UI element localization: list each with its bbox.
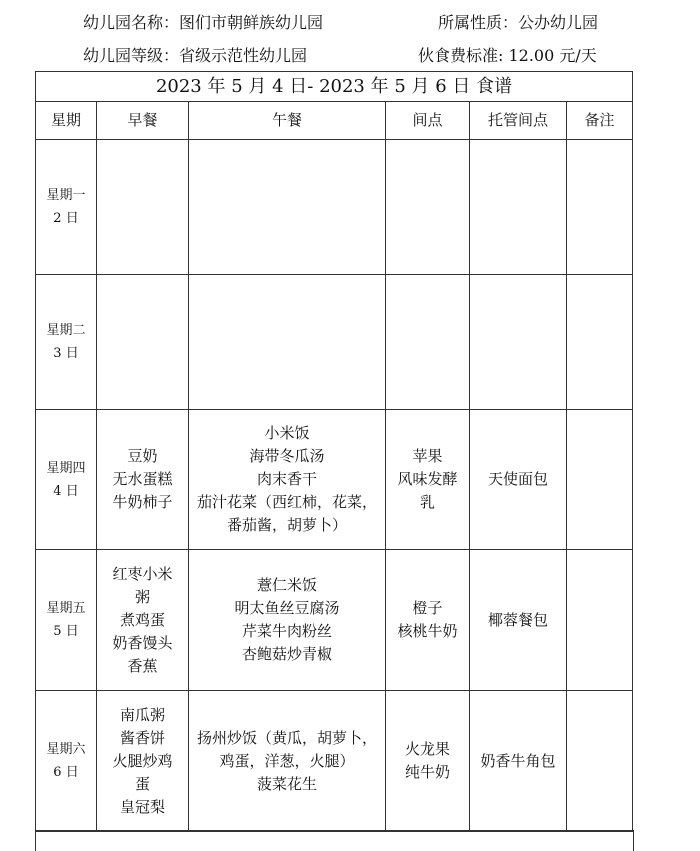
menu-item: 香蕉 [127, 656, 158, 675]
day-cell [36, 140, 97, 275]
lunch-cell [189, 275, 386, 410]
menu-item: 扬州炒饭（黄瓜，胡萝卜， [196, 728, 377, 747]
menu-item: 番茄酱，胡萝卜） [226, 516, 347, 534]
lunch-cell [189, 550, 386, 691]
menu-item: 杏鲍菇炒青椒 [241, 645, 332, 663]
day-cell [36, 275, 97, 410]
snack-cell [386, 691, 470, 832]
menu-item: 菠菜花生 [256, 774, 317, 793]
col-lunch-header: 午餐 [189, 102, 386, 140]
table-row [36, 140, 633, 275]
date-label: 2 日 [53, 211, 79, 226]
menu-item: 茄汁花菜（西红柿，花菜， [196, 493, 377, 511]
table-row [36, 410, 633, 550]
day-cell [36, 410, 97, 550]
breakfast-cell [97, 410, 189, 550]
table-row [36, 550, 633, 691]
menu-item: 皇冠梨 [119, 797, 165, 816]
table-row [36, 275, 633, 410]
menu-item: 煮鸡蛋 [119, 610, 165, 629]
day-cell [36, 691, 97, 832]
col-weekday-header: 星期 [36, 102, 97, 140]
lunch-cell [189, 410, 386, 550]
school-level: 幼儿园等级：省级示范性幼儿园 [83, 46, 308, 65]
care-snack-cell [470, 140, 567, 275]
date-label: 3 日 [53, 346, 79, 361]
menu-item: 肉末香干 [256, 470, 317, 488]
col-snack-header: 间点 [386, 102, 470, 140]
menu-item: 纯牛奶 [404, 763, 450, 781]
menu-item: 红枣小米 [112, 564, 173, 583]
breakfast-cell [97, 140, 189, 275]
breakfast-cell [97, 275, 189, 410]
fee-standard: 伙食费标准: 12.00 元/天 [418, 46, 597, 65]
remark-cell [567, 140, 633, 275]
menu-title: 2023 年 5 月 4 日- 2023 年 5 月 6 日 食谱 [36, 72, 633, 102]
menu-item: 天使面包 [487, 470, 548, 488]
remark-cell [567, 410, 633, 550]
menu-item: 火腿炒鸡 [112, 751, 173, 770]
care-snack-cell [470, 275, 567, 410]
school-name: 幼儿园名称：图们市朝鲜族幼儿园 [83, 13, 324, 32]
breakfast-cell [97, 691, 189, 832]
menu-item: 椰蓉餐包 [487, 610, 548, 629]
date-label: 5 日 [53, 624, 79, 639]
snack-cell [386, 275, 470, 410]
menu-item: 核桃牛奶 [397, 622, 458, 640]
menu-item: 火龙果 [404, 740, 450, 758]
weekday-label: 星期四 [46, 460, 86, 476]
col-care-snack-header: 托管间点 [470, 102, 567, 140]
menu-item: 海带冬瓜汤 [249, 447, 325, 465]
menu-item: 豆奶 [127, 447, 158, 465]
menu-item: 酱香饼 [119, 728, 165, 747]
menu-item: 橙子 [412, 599, 443, 617]
menu-table [35, 71, 633, 832]
menu-item: 鸡蛋，洋葱，火腿） [219, 751, 355, 770]
breakfast-cell [97, 550, 189, 691]
care-snack-cell [470, 691, 567, 832]
date-label: 4 日 [53, 483, 79, 499]
menu-item: 风味发酵 [397, 470, 458, 488]
remark-cell [567, 691, 633, 832]
date-label: 6 日 [53, 765, 79, 780]
care-snack-cell [470, 550, 567, 691]
school-type: 所属性质：公办幼儿园 [438, 13, 599, 32]
col-remark-header: 备注 [567, 102, 633, 140]
lunch-cell [189, 140, 386, 275]
menu-item: 芹菜牛肉粉丝 [241, 622, 332, 640]
menu-item: 乳 [419, 493, 435, 511]
remark-cell [567, 550, 633, 691]
menu-item: 薏仁米饭 [256, 576, 317, 594]
menu-item: 明太鱼丝豆腐汤 [234, 599, 340, 617]
lunch-cell [189, 691, 386, 832]
menu-item: 粥 [134, 587, 150, 606]
menu-item: 奶香牛角包 [480, 751, 556, 770]
weekday-label: 星期六 [46, 742, 86, 757]
snack-cell [386, 410, 470, 550]
menu-item: 蛋 [134, 774, 150, 793]
menu-item: 奶香馒头 [112, 633, 173, 652]
weekday-label: 星期一 [46, 188, 86, 203]
menu-item: 无水蛋糕 [112, 470, 173, 488]
snack-cell [386, 550, 470, 691]
weekday-label: 星期二 [46, 323, 86, 338]
menu-item: 小米饭 [264, 424, 310, 442]
menu-item: 苹果 [412, 447, 443, 465]
care-snack-cell [470, 410, 567, 550]
menu-item: 南瓜粥 [119, 705, 165, 724]
table-row [36, 691, 633, 832]
remark-cell [567, 275, 633, 410]
weekday-label: 星期五 [46, 601, 86, 616]
menu-item: 牛奶柿子 [112, 493, 173, 511]
col-breakfast-header: 早餐 [97, 102, 189, 140]
day-cell [36, 550, 97, 691]
snack-cell [386, 140, 470, 275]
table-footer-row [35, 830, 634, 851]
